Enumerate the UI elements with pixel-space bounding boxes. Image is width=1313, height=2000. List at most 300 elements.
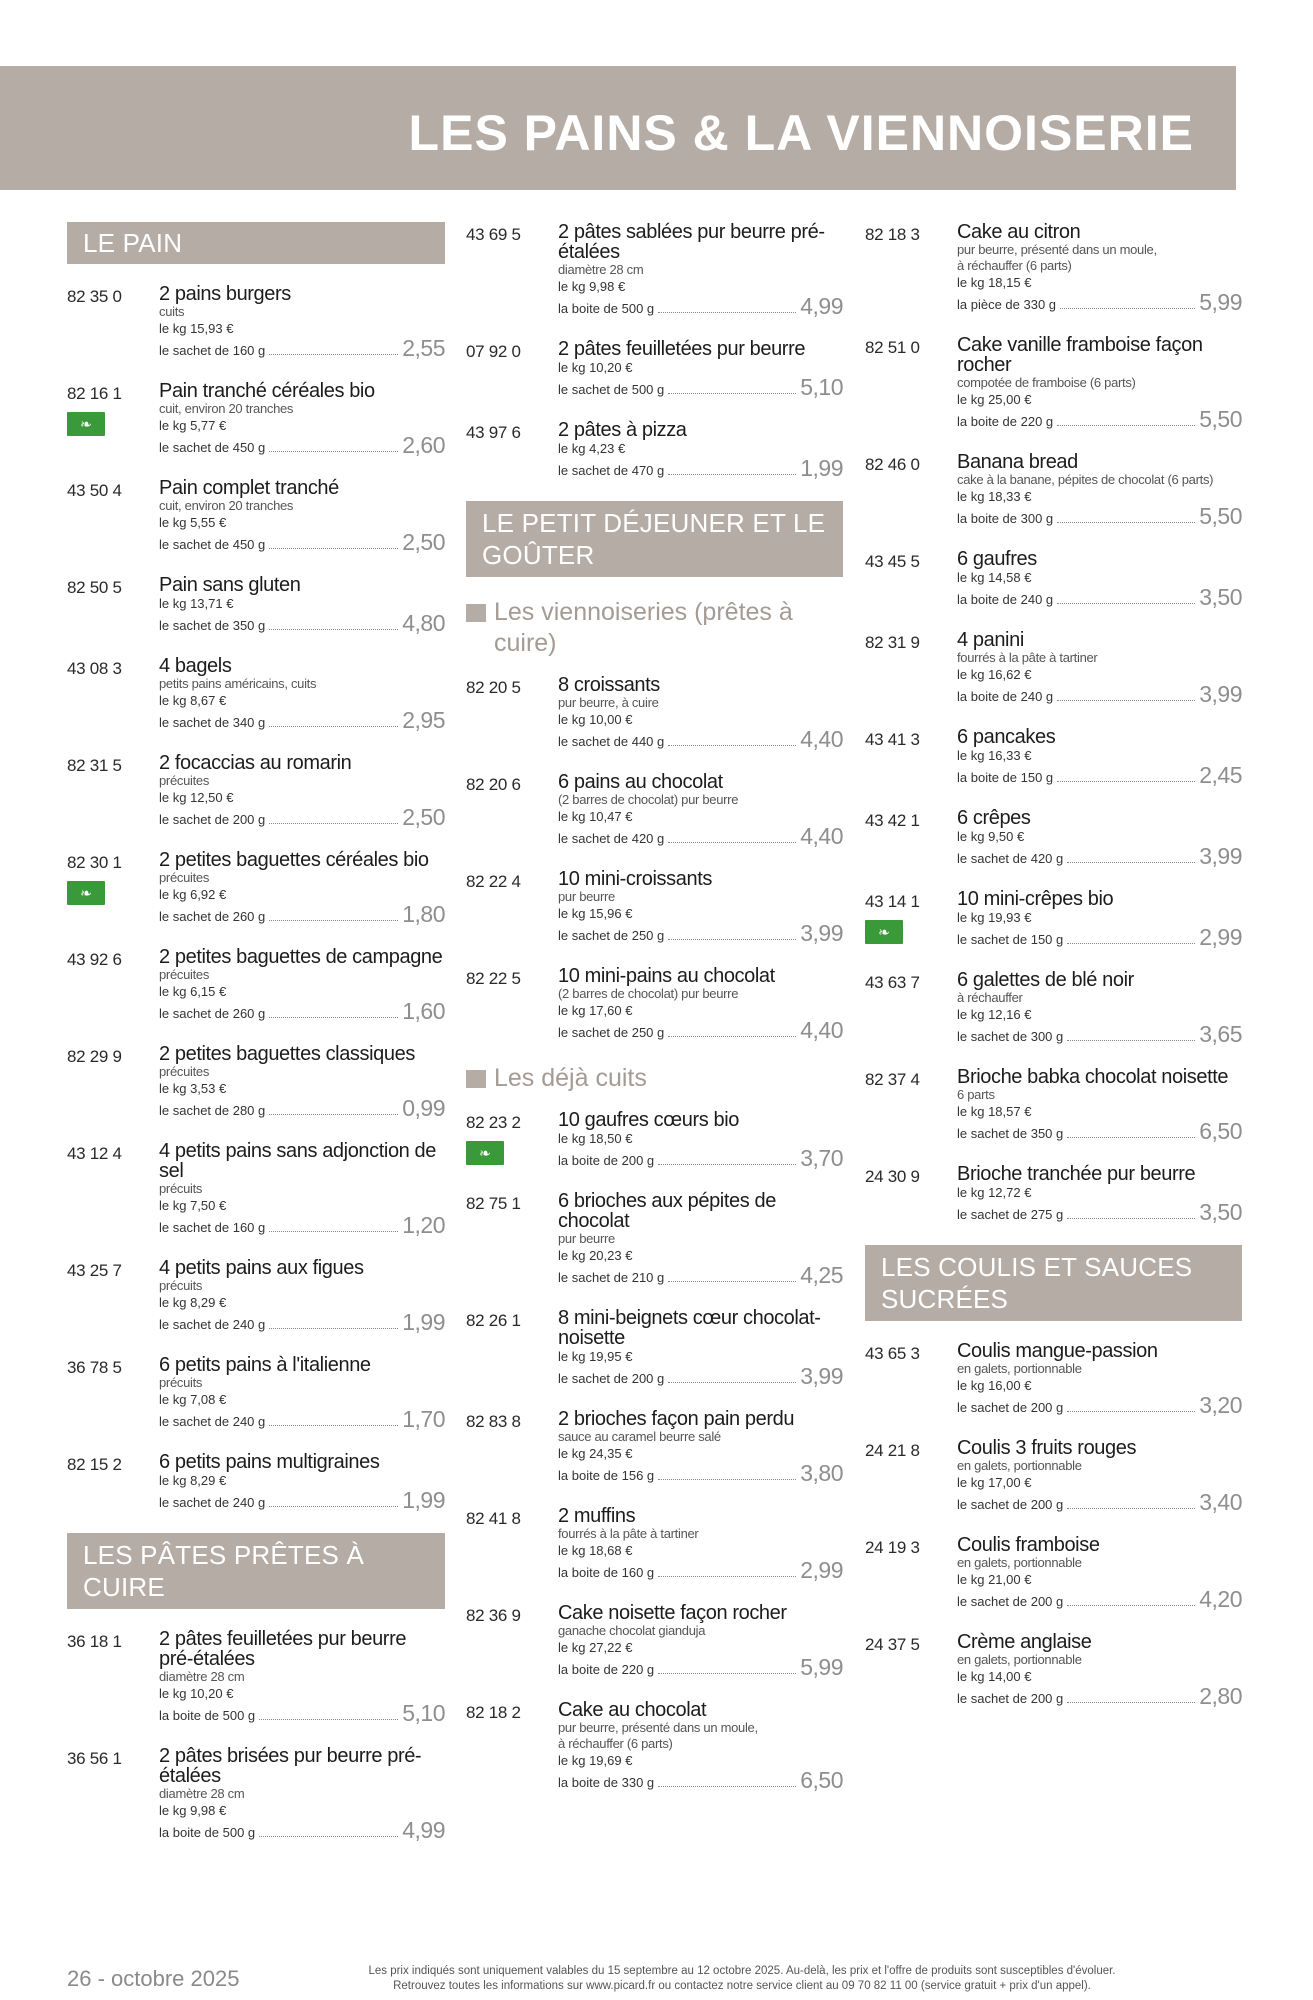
price-row bbox=[159, 1097, 445, 1119]
product-info bbox=[159, 656, 445, 731]
package-size: la boite de 160 g bbox=[558, 1565, 655, 1580]
product-info bbox=[558, 1110, 843, 1169]
product-code-block bbox=[466, 339, 558, 398]
price-per-kg: le kg 21,00 € bbox=[957, 1572, 1032, 1587]
product-info bbox=[159, 1629, 445, 1724]
price-row bbox=[558, 1769, 843, 1791]
product-name: 6 petits pains multigraines bbox=[159, 1451, 380, 1473]
dot-leader bbox=[269, 1425, 398, 1426]
product-detail: en galets, portionnable bbox=[957, 1652, 1082, 1667]
product-detail: cuit, environ 20 tranches bbox=[159, 401, 294, 416]
dot-leader bbox=[269, 548, 398, 549]
package-size: le sachet de 200 g bbox=[159, 812, 266, 827]
product-code-block bbox=[67, 1746, 159, 1841]
product-code-block bbox=[67, 850, 159, 925]
product-price: 1,70 bbox=[402, 1406, 445, 1432]
product-price: 3,50 bbox=[1199, 584, 1242, 610]
product-item bbox=[865, 970, 1242, 1045]
product-item bbox=[67, 1629, 445, 1724]
product-code-block bbox=[466, 1506, 558, 1581]
product-code: 82 18 2 bbox=[466, 1703, 521, 1722]
product-name: 2 pains burgers bbox=[159, 283, 291, 305]
dot-leader bbox=[668, 393, 796, 394]
package-size: le sachet de 240 g bbox=[159, 1414, 266, 1429]
price-row bbox=[957, 1394, 1242, 1416]
product-info bbox=[957, 1164, 1242, 1223]
product-name: 10 mini-pains au chocolat bbox=[558, 965, 775, 987]
product-code-block bbox=[865, 222, 957, 313]
product-code: 82 20 5 bbox=[466, 678, 521, 697]
product-code-block bbox=[466, 1603, 558, 1678]
price-row bbox=[957, 926, 1242, 948]
product-name: 6 brioches aux pépites de chocolat bbox=[558, 1190, 776, 1232]
product-price: 5,10 bbox=[800, 374, 843, 400]
package-size: la boite de 330 g bbox=[558, 1775, 655, 1790]
dot-leader bbox=[1057, 781, 1195, 782]
price-row bbox=[957, 291, 1242, 313]
product-item bbox=[67, 656, 445, 731]
dot-leader bbox=[668, 939, 796, 940]
price-per-kg: le kg 17,60 € bbox=[558, 1003, 633, 1018]
product-info bbox=[159, 478, 445, 553]
product-item bbox=[865, 1632, 1242, 1707]
product-price: 1,99 bbox=[402, 1487, 445, 1513]
product-item bbox=[67, 284, 445, 359]
product-name: 8 mini-beignets cœur chocolat-noisette bbox=[558, 1307, 821, 1349]
price-row bbox=[957, 1120, 1242, 1142]
page-title: LES PAINS & LA VIENNOISERIE bbox=[408, 105, 1194, 161]
product-detail: précuits bbox=[159, 1375, 203, 1390]
product-code-block bbox=[67, 1258, 159, 1333]
product-item bbox=[67, 1044, 445, 1119]
package-size: le sachet de 250 g bbox=[558, 928, 665, 943]
product-item bbox=[67, 575, 445, 634]
product-price: 5,10 bbox=[402, 1700, 445, 1726]
product-name: Crème anglaise bbox=[957, 1631, 1092, 1653]
product-name: Cake vanille framboise façon rocher bbox=[957, 334, 1203, 376]
product-price: 5,99 bbox=[800, 1654, 843, 1680]
price-row bbox=[159, 1702, 445, 1724]
package-size: la boite de 220 g bbox=[558, 1662, 655, 1677]
dot-leader bbox=[658, 312, 796, 313]
price-row bbox=[159, 1489, 445, 1511]
product-price: 1,20 bbox=[402, 1212, 445, 1238]
product-item bbox=[466, 420, 843, 479]
product-item bbox=[67, 381, 445, 456]
product-price: 1,60 bbox=[402, 998, 445, 1024]
product-info bbox=[558, 1409, 843, 1484]
price-row bbox=[957, 1685, 1242, 1707]
product-code: 82 29 9 bbox=[67, 1047, 122, 1066]
product-detail: 6 parts bbox=[957, 1087, 995, 1102]
product-name: 2 petites baguettes classiques bbox=[159, 1043, 415, 1065]
product-item bbox=[67, 1355, 445, 1430]
price-per-kg: le kg 8,67 € bbox=[159, 693, 227, 708]
price-row bbox=[558, 728, 843, 750]
product-name: Cake noisette façon rocher bbox=[558, 1602, 787, 1624]
legal-notice bbox=[267, 1964, 1217, 1994]
dot-leader bbox=[668, 745, 796, 746]
product-code: 82 16 1 bbox=[67, 384, 122, 403]
product-item bbox=[865, 630, 1242, 705]
product-price: 4,99 bbox=[800, 293, 843, 319]
price-row bbox=[159, 1000, 445, 1022]
product-code: 82 46 0 bbox=[865, 455, 920, 474]
product-info bbox=[957, 889, 1242, 948]
product-code: 82 23 2 bbox=[466, 1113, 521, 1132]
product-detail: précuites bbox=[159, 870, 210, 885]
package-size: le sachet de 200 g bbox=[957, 1400, 1064, 1415]
dot-leader bbox=[1060, 308, 1195, 309]
subsection-header: Les viennoiseries (prêtes à cuire) bbox=[466, 597, 843, 659]
dot-leader bbox=[1067, 862, 1195, 863]
product-code: 43 69 5 bbox=[466, 225, 521, 244]
product-item bbox=[865, 1438, 1242, 1513]
product-price: 2,45 bbox=[1199, 762, 1242, 788]
product-price: 3,65 bbox=[1199, 1021, 1242, 1047]
product-detail: (2 barres de chocolat) pur beurre bbox=[558, 986, 739, 1001]
product-price: 0,99 bbox=[402, 1095, 445, 1121]
product-item bbox=[466, 339, 843, 398]
product-info bbox=[159, 850, 445, 925]
dot-leader bbox=[658, 1673, 796, 1674]
package-size: la pièce de 330 g bbox=[957, 297, 1057, 312]
product-price: 1,99 bbox=[402, 1309, 445, 1335]
product-price: 6,50 bbox=[1199, 1118, 1242, 1144]
product-item bbox=[67, 1141, 445, 1236]
product-info bbox=[957, 222, 1242, 313]
page-number: 26 - octobre 2025 bbox=[67, 1966, 240, 1991]
product-price: 5,99 bbox=[1199, 289, 1242, 315]
price-per-kg: le kg 14,58 € bbox=[957, 570, 1032, 585]
price-row bbox=[558, 1462, 843, 1484]
product-info bbox=[159, 1746, 445, 1841]
price-per-kg: le kg 19,69 € bbox=[558, 1753, 633, 1768]
product-price: 2,80 bbox=[1199, 1683, 1242, 1709]
price-per-kg: le kg 7,08 € bbox=[159, 1392, 227, 1407]
legal-line-2: Retrouvez toutes les informations sur www.picard.fr ou contactez notre service client au 09 70 82 11 00 (service gratuit + prix d'un appel). bbox=[393, 1980, 1091, 1992]
price-row bbox=[558, 1147, 843, 1169]
product-name: 6 gaufres bbox=[957, 548, 1037, 570]
product-code: 82 20 6 bbox=[466, 775, 521, 794]
price-row bbox=[957, 1491, 1242, 1513]
package-size: la boite de 500 g bbox=[159, 1708, 256, 1723]
package-size: le sachet de 275 g bbox=[957, 1207, 1064, 1222]
product-code-block bbox=[865, 1341, 957, 1416]
footer bbox=[67, 1964, 1217, 1994]
product-price: 4,40 bbox=[800, 823, 843, 849]
product-info bbox=[957, 1535, 1242, 1610]
price-per-kg: le kg 24,35 € bbox=[558, 1446, 633, 1461]
price-per-kg: le kg 6,15 € bbox=[159, 984, 227, 999]
product-code: 43 97 6 bbox=[466, 423, 521, 442]
product-name: 2 pâtes à pizza bbox=[558, 419, 687, 441]
package-size: le sachet de 200 g bbox=[957, 1594, 1064, 1609]
price-row bbox=[558, 1365, 843, 1387]
dot-leader bbox=[269, 1114, 398, 1115]
package-size: le sachet de 500 g bbox=[558, 382, 665, 397]
product-code: 82 15 2 bbox=[67, 1455, 122, 1474]
product-code: 82 26 1 bbox=[466, 1311, 521, 1330]
package-size: le sachet de 420 g bbox=[957, 851, 1064, 866]
product-detail: cake à la banane, pépites de chocolat (6 parts) bbox=[957, 472, 1214, 487]
product-name: Brioche babka chocolat noisette bbox=[957, 1066, 1229, 1088]
product-name: Brioche tranchée pur beurre bbox=[957, 1163, 1196, 1185]
product-name: 6 galettes de blé noir bbox=[957, 969, 1134, 991]
package-size: le sachet de 260 g bbox=[159, 909, 266, 924]
price-row bbox=[159, 337, 445, 359]
product-code-block bbox=[466, 675, 558, 750]
product-code: 43 12 4 bbox=[67, 1144, 122, 1163]
product-price: 2,50 bbox=[402, 529, 445, 555]
product-price: 3,80 bbox=[800, 1460, 843, 1486]
product-code-block bbox=[865, 335, 957, 430]
product-detail: ganache chocolat gianduja bbox=[558, 1623, 706, 1638]
product-code: 82 30 1 bbox=[67, 853, 122, 872]
dot-leader bbox=[269, 629, 398, 630]
dot-leader bbox=[269, 920, 398, 921]
product-price: 3,99 bbox=[800, 1363, 843, 1389]
product-name: 2 petites baguettes de campagne bbox=[159, 946, 443, 968]
product-detail: pur beurre, à cuire bbox=[558, 695, 659, 710]
product-code-block bbox=[466, 869, 558, 944]
package-size: la boite de 500 g bbox=[558, 301, 655, 316]
product-name: 4 panini bbox=[957, 629, 1024, 651]
product-name: 2 brioches façon pain perdu bbox=[558, 1408, 795, 1430]
product-code-block bbox=[67, 1452, 159, 1511]
product-code: 82 36 9 bbox=[466, 1606, 521, 1625]
product-item bbox=[466, 1409, 843, 1484]
product-detail: diamètre 28 cm bbox=[159, 1786, 245, 1801]
product-code-block bbox=[466, 420, 558, 479]
package-size: le sachet de 240 g bbox=[159, 1317, 266, 1332]
product-price: 2,99 bbox=[800, 1557, 843, 1583]
price-per-kg: le kg 3,53 € bbox=[159, 1081, 227, 1096]
product-info bbox=[957, 1067, 1242, 1142]
product-detail: (2 barres de chocolat) pur beurre bbox=[558, 792, 739, 807]
product-code-block bbox=[67, 575, 159, 634]
price-per-kg: le kg 12,50 € bbox=[159, 790, 234, 805]
package-size: le sachet de 350 g bbox=[957, 1126, 1064, 1141]
product-detail: cuits bbox=[159, 304, 185, 319]
package-size: la boite de 200 g bbox=[558, 1153, 655, 1168]
price-per-kg: le kg 7,50 € bbox=[159, 1198, 227, 1213]
product-name: Cake au chocolat bbox=[558, 1699, 707, 1721]
product-code: 43 63 7 bbox=[865, 973, 920, 992]
product-detail: précuits bbox=[159, 1181, 203, 1196]
product-info bbox=[558, 339, 843, 398]
price-row bbox=[957, 586, 1242, 608]
product-info bbox=[558, 420, 843, 479]
product-code: 82 35 0 bbox=[67, 287, 122, 306]
price-per-kg: le kg 27,22 € bbox=[558, 1640, 633, 1655]
product-item bbox=[865, 727, 1242, 786]
product-code: 24 21 8 bbox=[865, 1441, 920, 1460]
price-per-kg: le kg 17,00 € bbox=[957, 1475, 1032, 1490]
product-detail: sauce au caramel beurre salé bbox=[558, 1429, 721, 1444]
product-info bbox=[957, 1438, 1242, 1513]
product-code: 24 30 9 bbox=[865, 1167, 920, 1186]
product-price: 3,99 bbox=[1199, 681, 1242, 707]
product-info bbox=[159, 753, 445, 828]
product-detail: fourrés à la pâte à tartiner bbox=[558, 1526, 699, 1541]
product-info bbox=[159, 575, 445, 634]
product-code-block bbox=[865, 452, 957, 527]
product-detail: pur beurre bbox=[558, 889, 615, 904]
package-size: le sachet de 250 g bbox=[558, 1025, 665, 1040]
product-code-block bbox=[466, 1110, 558, 1169]
product-item bbox=[865, 1535, 1242, 1610]
price-per-kg: le kg 13,71 € bbox=[159, 596, 234, 611]
product-name: 10 mini-croissants bbox=[558, 868, 712, 890]
price-per-kg: le kg 16,62 € bbox=[957, 667, 1032, 682]
leaf-icon: ❧ bbox=[67, 881, 105, 905]
product-name: 4 petits pains sans adjonction de sel bbox=[159, 1140, 436, 1182]
product-price: 1,80 bbox=[402, 901, 445, 927]
product-detail: petits pains américains, cuits bbox=[159, 676, 317, 691]
product-item bbox=[865, 452, 1242, 527]
dot-leader bbox=[1067, 1218, 1195, 1219]
product-detail: diamètre 28 cm bbox=[558, 262, 644, 277]
price-per-kg: le kg 15,93 € bbox=[159, 321, 234, 336]
price-per-kg: le kg 9,98 € bbox=[159, 1803, 227, 1818]
section-header: LES COULIS ET SAUCES SUCRÉES bbox=[865, 1245, 1242, 1321]
product-item bbox=[865, 1164, 1242, 1223]
product-code-block bbox=[67, 381, 159, 456]
price-row bbox=[159, 709, 445, 731]
product-info bbox=[558, 675, 843, 750]
product-name: 6 crêpes bbox=[957, 807, 1031, 829]
product-price: 4,40 bbox=[800, 726, 843, 752]
product-name: Cake au citron bbox=[957, 221, 1081, 243]
product-item bbox=[466, 772, 843, 847]
dot-leader bbox=[668, 1036, 796, 1037]
price-row bbox=[957, 408, 1242, 430]
product-detail: diamètre 28 cm bbox=[159, 1669, 245, 1684]
dot-leader bbox=[1057, 425, 1195, 426]
price-per-kg: le kg 19,95 € bbox=[558, 1349, 633, 1364]
product-code: 43 50 4 bbox=[67, 481, 122, 500]
price-per-kg: le kg 12,72 € bbox=[957, 1185, 1032, 1200]
price-row bbox=[159, 1408, 445, 1430]
product-item bbox=[865, 222, 1242, 313]
price-row bbox=[159, 1214, 445, 1236]
product-detail: à réchauffer bbox=[957, 990, 1023, 1005]
product-price: 2,50 bbox=[402, 804, 445, 830]
product-info bbox=[558, 1603, 843, 1678]
dot-leader bbox=[1067, 1411, 1195, 1412]
product-name: 2 muffins bbox=[558, 1505, 636, 1527]
product-item bbox=[466, 869, 843, 944]
product-code-block bbox=[865, 727, 957, 786]
price-per-kg: le kg 6,92 € bbox=[159, 887, 227, 902]
product-item bbox=[67, 1258, 445, 1333]
product-code: 43 42 1 bbox=[865, 811, 920, 830]
product-code: 82 75 1 bbox=[466, 1194, 521, 1213]
product-code-block bbox=[865, 1164, 957, 1223]
product-code-block bbox=[466, 1409, 558, 1484]
package-size: la boite de 220 g bbox=[957, 414, 1054, 429]
product-name: 4 petits pains aux figues bbox=[159, 1257, 364, 1279]
package-size: le sachet de 340 g bbox=[159, 715, 266, 730]
package-size: la boite de 500 g bbox=[159, 1825, 256, 1840]
product-name: 2 pâtes sablées pur beurre pré-étalées bbox=[558, 221, 825, 263]
price-per-kg: le kg 8,29 € bbox=[159, 1295, 227, 1310]
dot-leader bbox=[668, 1382, 796, 1383]
product-info bbox=[957, 549, 1242, 608]
package-size: la boite de 150 g bbox=[957, 770, 1054, 785]
product-code: 07 92 0 bbox=[466, 342, 521, 361]
dot-leader bbox=[269, 451, 398, 452]
product-detail: fourrés à la pâte à tartiner bbox=[957, 650, 1098, 665]
product-price: 4,99 bbox=[402, 1817, 445, 1843]
product-price: 4,80 bbox=[402, 610, 445, 636]
product-code-block bbox=[865, 970, 957, 1045]
dot-leader bbox=[269, 726, 398, 727]
product-price: 4,25 bbox=[800, 1262, 843, 1288]
price-per-kg: le kg 18,57 € bbox=[957, 1104, 1032, 1119]
product-detail: cuit, environ 20 tranches bbox=[159, 498, 294, 513]
product-name: 2 pâtes feuilletées pur beurre pré-étalées bbox=[159, 1628, 407, 1670]
price-per-kg: le kg 19,93 € bbox=[957, 910, 1032, 925]
product-item bbox=[466, 1603, 843, 1678]
product-code: 82 37 4 bbox=[865, 1070, 920, 1089]
dot-leader bbox=[668, 474, 796, 475]
section-header: LE PAIN bbox=[67, 222, 445, 264]
price-row bbox=[957, 764, 1242, 786]
product-name: 6 petits pains à l'italienne bbox=[159, 1354, 371, 1376]
product-price: 4,20 bbox=[1199, 1586, 1242, 1612]
product-detail: en galets, portionnable bbox=[957, 1458, 1082, 1473]
product-code: 82 22 4 bbox=[466, 872, 521, 891]
product-item bbox=[466, 1700, 843, 1791]
product-code: 36 56 1 bbox=[67, 1749, 122, 1768]
product-price: 1,99 bbox=[800, 455, 843, 481]
product-item bbox=[67, 1746, 445, 1841]
dot-leader bbox=[1067, 1137, 1195, 1138]
product-code: 82 50 5 bbox=[67, 578, 122, 597]
product-price: 5,50 bbox=[1199, 406, 1242, 432]
product-code-block bbox=[865, 1067, 957, 1142]
product-info bbox=[159, 1258, 445, 1333]
dot-leader bbox=[1067, 1508, 1195, 1509]
product-name: 10 mini-crêpes bio bbox=[957, 888, 1114, 910]
price-per-kg: le kg 18,33 € bbox=[957, 489, 1032, 504]
product-code: 43 08 3 bbox=[67, 659, 122, 678]
price-per-kg: le kg 25,00 € bbox=[957, 392, 1032, 407]
price-row bbox=[957, 1023, 1242, 1045]
price-row bbox=[957, 505, 1242, 527]
product-code-block bbox=[67, 1629, 159, 1724]
product-price: 5,50 bbox=[1199, 503, 1242, 529]
product-item bbox=[67, 947, 445, 1022]
product-item bbox=[865, 808, 1242, 867]
price-per-kg: le kg 18,15 € bbox=[957, 275, 1032, 290]
dot-leader bbox=[269, 823, 398, 824]
dot-leader bbox=[269, 1506, 398, 1507]
price-per-kg: le kg 16,33 € bbox=[957, 748, 1032, 763]
product-code: 36 18 1 bbox=[67, 1632, 122, 1651]
product-info bbox=[159, 1044, 445, 1119]
product-code-block bbox=[466, 1700, 558, 1791]
product-code: 43 25 7 bbox=[67, 1261, 122, 1280]
product-item bbox=[466, 966, 843, 1041]
product-info bbox=[558, 1700, 843, 1791]
dot-leader bbox=[658, 1576, 796, 1577]
product-item bbox=[865, 889, 1242, 948]
product-item bbox=[466, 1308, 843, 1387]
product-name: Coulis mangue-passion bbox=[957, 1340, 1158, 1362]
